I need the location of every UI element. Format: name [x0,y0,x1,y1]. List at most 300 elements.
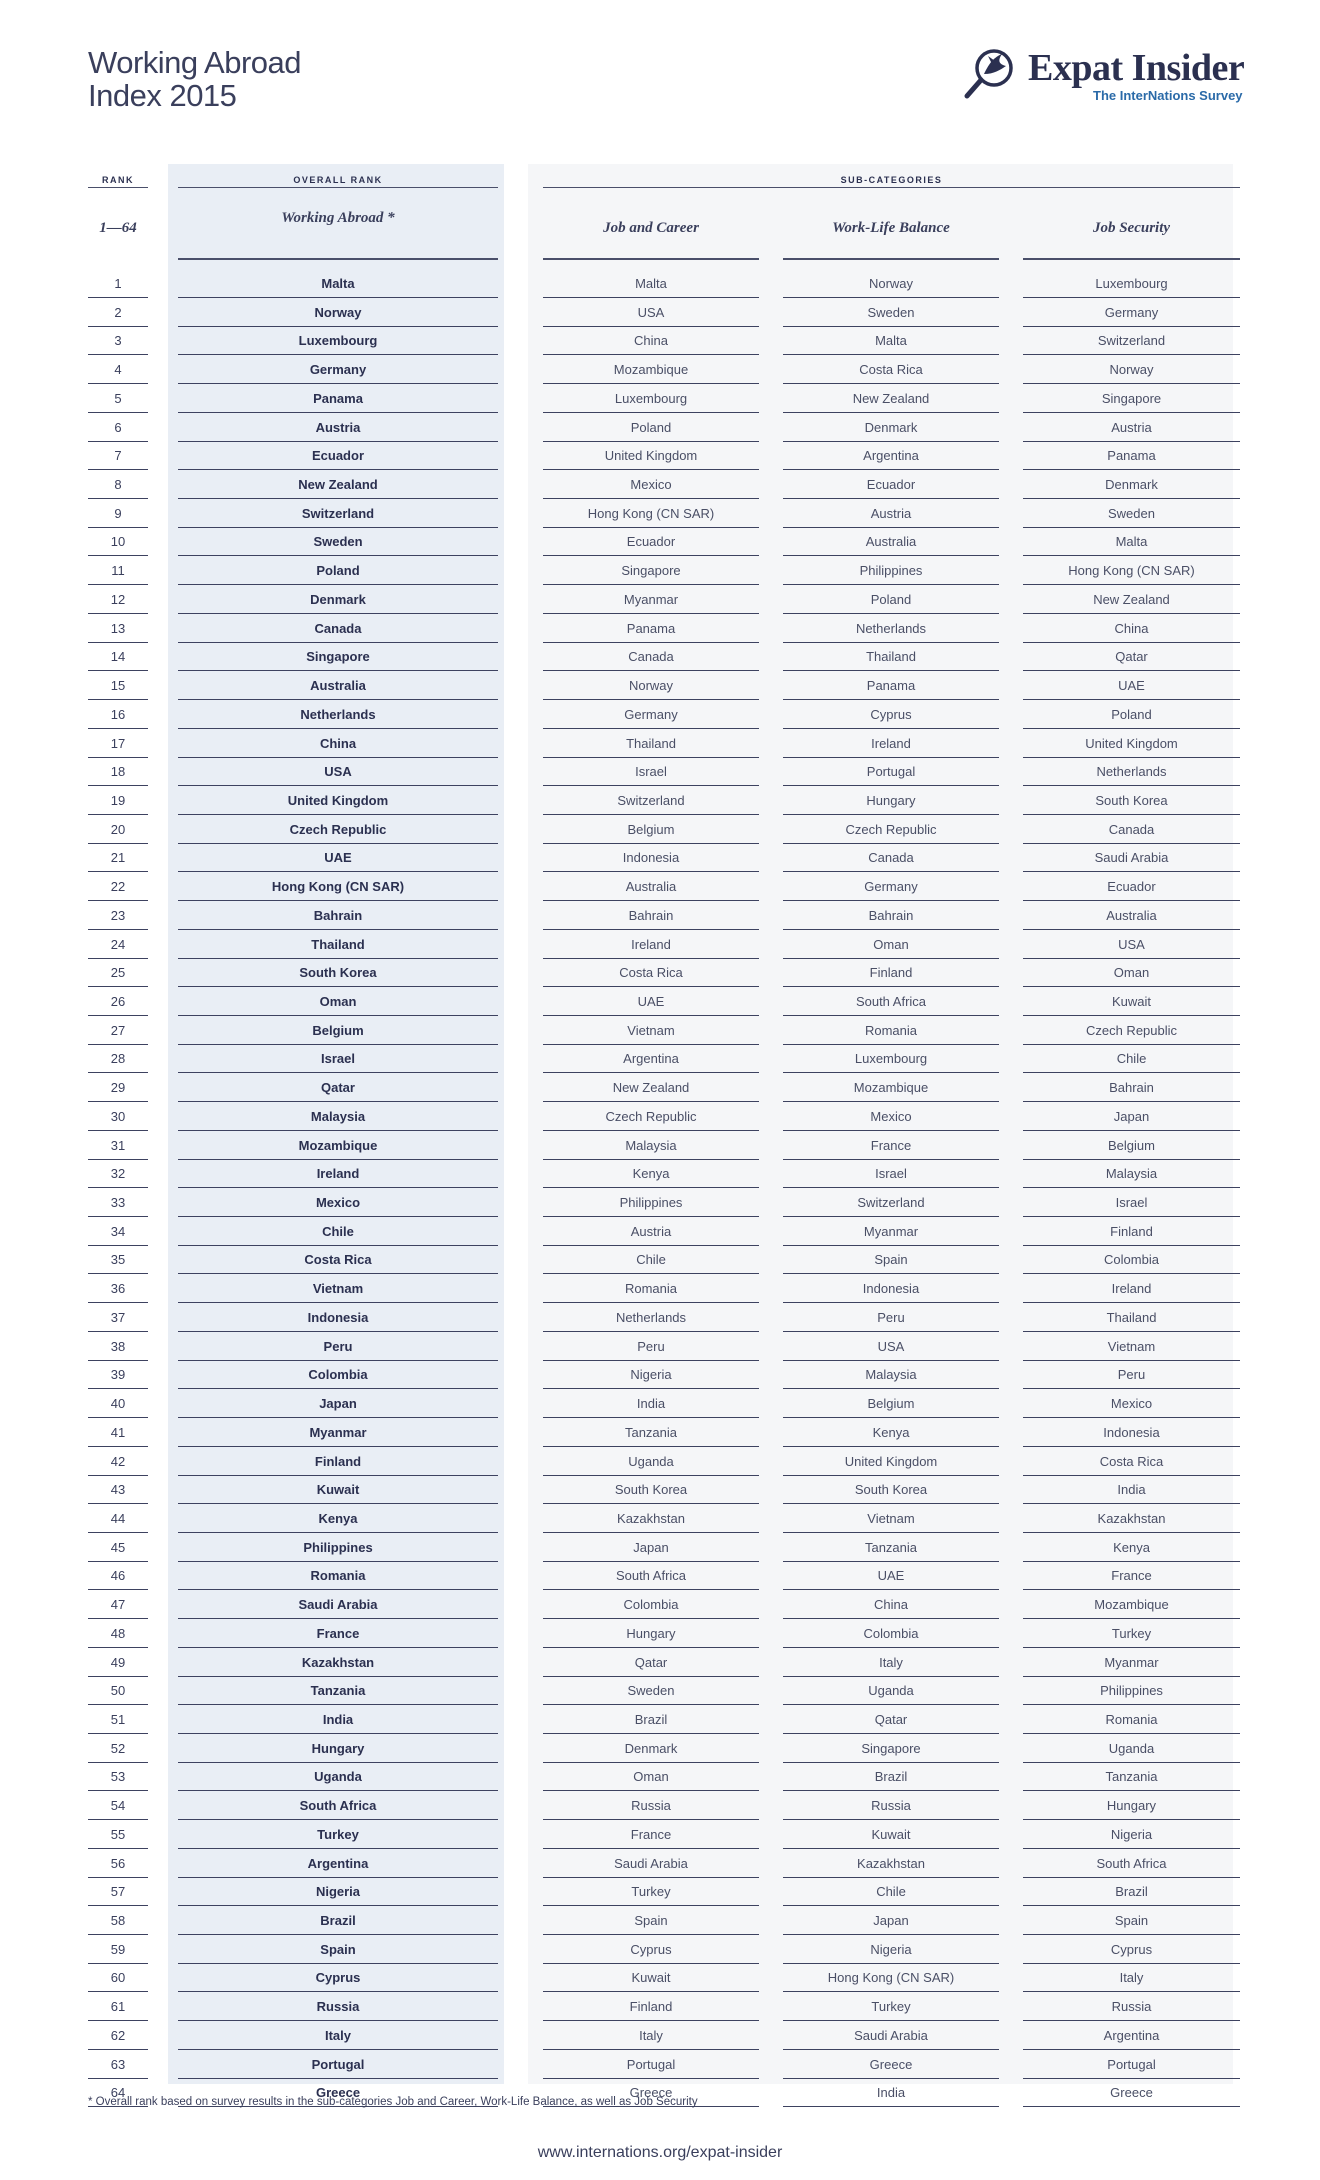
job-security-cell: Singapore [1101,390,1162,406]
job-security-cell: Poland [1111,706,1152,722]
job-security-cell: Oman [1113,965,1150,981]
job-security-cell: Malta [1115,534,1148,550]
row-divider [1023,2078,1240,2079]
job-career-cell: Australia [625,879,677,895]
row-divider [783,1790,999,1791]
row-divider [783,785,999,786]
overall-cell: Peru [323,1338,353,1354]
row-divider [543,1762,759,1763]
row-divider [1023,785,1240,786]
overall-cell: New Zealand [298,477,378,493]
row-divider [1023,1963,1240,1964]
work-life-cell: Cyprus [870,706,912,722]
row-divider [1023,1101,1240,1102]
work-life-cell: Malta [875,333,907,349]
title-line-1: Working Abroad [88,45,301,80]
work-life-cell: Kuwait [871,1826,911,1842]
row-divider [88,584,148,585]
job-career-cell: Saudi Arabia [614,1855,688,1871]
row-divider [88,2020,148,2021]
job-career-cell: Cyprus [630,1941,672,1957]
rank-cell: 22 [110,879,126,895]
row-divider [1023,441,1240,442]
row-divider [178,2049,498,2050]
job-security-cell: China [1114,620,1149,636]
rank-cell: 45 [110,1539,126,1555]
row-divider [1023,555,1240,556]
job-security-cell: Israel [1115,1195,1148,1211]
work-life-cell: Australia [865,534,917,550]
work-life-cell: Panama [866,678,916,694]
row-divider [1023,1905,1240,1906]
row-divider [88,1676,148,1677]
overall-cell: Austria [315,419,361,435]
overall-cell: Poland [316,563,360,579]
row-divider [1023,1331,1240,1332]
overall-cell: Uganda [314,1769,362,1785]
work-life-cell: Finland [869,965,913,981]
job-career-cell: Portugal [626,2056,676,2072]
row-divider [178,1159,498,1160]
row-divider [543,929,759,930]
row-divider [1023,412,1240,413]
row-divider [783,1187,999,1188]
row-divider [543,699,759,700]
row-divider [543,900,759,901]
work-life-cell: Norway [868,276,914,291]
rank-cell: 53 [110,1769,126,1785]
row-divider [178,785,498,786]
job-security-cell: Greece [1110,2085,1153,2101]
row-divider [178,555,498,556]
row-divider [1023,1216,1240,1217]
row-divider [178,1044,498,1045]
job-career-cell: Ecuador [626,534,676,550]
row-divider [1023,1647,1240,1648]
job-career-cell: Kenya [632,1166,670,1182]
footer-url[interactable]: www.internations.org/expat-insider [537,2144,783,2161]
row-divider [88,613,148,614]
work-life-cell: Vietnam [867,1510,915,1526]
row-divider [88,1072,148,1073]
job-career-cell: Denmark [624,1740,678,1756]
row-divider [178,728,498,729]
job-security-cell: Germany [1104,304,1159,320]
overall-cell: Brazil [320,1913,356,1929]
rank-cell: 10 [110,534,126,550]
job-career-cell: New Zealand [612,1080,690,1096]
row-divider [178,1963,498,1964]
overall-cell: Belgium [312,1022,364,1038]
row-divider [783,1762,999,1763]
row-divider [1023,1848,1240,1849]
job-career-cell: Mexico [630,477,672,493]
rank-cell: 63 [110,2056,126,2072]
row-divider [88,1187,148,1188]
row-divider [783,1561,999,1562]
row-divider [783,1963,999,1964]
row-divider [543,1187,759,1188]
row-divider [88,900,148,901]
row-divider [88,1245,148,1246]
work-life-cell: Spain [874,1252,908,1268]
job-security-cell: Romania [1105,1712,1158,1727]
row-divider [543,1216,759,1217]
row-divider [1023,871,1240,872]
row-divider [543,1417,759,1418]
job-security-column-title: Job Security [1092,220,1171,236]
job-career-cell: South Korea [614,1482,688,1498]
work-life-cell: Kenya [872,1424,910,1440]
work-life-cell: Poland [870,591,912,607]
rank-cell: 12 [110,591,126,607]
row-divider [783,469,999,470]
row-divider [1023,1446,1240,1447]
overall-cell: Norway [314,304,362,320]
work-life-cell: Mexico [870,1108,912,1124]
row-divider [783,1101,999,1102]
row-divider [543,1101,759,1102]
job-security-cell: Kenya [1113,1539,1150,1555]
row-divider [88,1044,148,1045]
row-divider [543,1446,759,1447]
overall-cell: Cyprus [315,1970,361,1986]
overall-cell: Tanzania [310,1683,366,1699]
job-security-cell: Nigeria [1110,1826,1153,1842]
rank-cell: 16 [110,706,126,722]
row-divider [1023,1991,1240,1992]
job-security-cell: Sweden [1108,505,1155,521]
row-divider [88,1273,148,1274]
row-divider [88,297,148,298]
job-security-cell: Peru [1117,1367,1146,1383]
overall-cell: Russia [316,1999,360,2015]
job-security-cell: Kazakhstan [1097,1510,1166,1526]
job-career-cell: Costa Rica [619,965,683,981]
rank-cell: 32 [110,1166,126,1182]
row-divider [178,929,498,930]
work-life-cell: Hungary [866,792,916,808]
work-life-cell: Denmark [864,419,918,435]
overall-cell: South Korea [299,965,377,981]
row-divider [783,527,999,528]
job-career-cell: Bahrain [628,907,674,923]
row-divider [178,1561,498,1562]
row-divider [543,670,759,671]
row-divider [88,412,148,413]
overall-cell: France [316,1625,360,1641]
job-career-cell: China [634,333,668,349]
row-divider [1023,1159,1240,1160]
row-divider [1023,1790,1240,1791]
work-life-cell: USA [877,1338,905,1354]
row-divider [88,1159,148,1160]
work-life-cell: Belgium [867,1396,915,1412]
row-divider [1023,1934,1240,1935]
row-divider [178,1475,498,1476]
row-divider [783,1819,999,1820]
overall-cell: Hungary [311,1740,365,1756]
job-career-title-line [543,258,759,260]
job-career-cell: Italy [639,2027,663,2043]
row-divider [543,1934,759,1935]
job-career-cell: Vietnam [627,1022,675,1038]
sub-categories-header: SUB-CATEGORIES [840,175,943,185]
job-security-cell: India [1117,1482,1146,1498]
row-divider [178,1647,498,1648]
row-divider [88,1446,148,1447]
row-divider [88,1331,148,1332]
work-life-cell: Chile [876,1884,906,1900]
row-divider [178,1015,498,1016]
row-divider [88,2078,148,2079]
overall-cell: Japan [319,1396,357,1412]
job-security-cell: Mozambique [1094,1597,1169,1613]
overall-cell: Costa Rica [304,1252,372,1268]
rank-cell: 41 [110,1424,126,1440]
job-security-cell: Czech Republic [1085,1022,1178,1038]
work-life-cell: Costa Rica [859,362,923,378]
row-divider [88,1963,148,1964]
job-career-cell: UAE [637,994,665,1009]
row-divider [543,2020,759,2021]
row-divider [178,613,498,614]
work-life-cell: Greece [869,2056,913,2072]
job-career-cell: Thailand [626,735,676,751]
job-security-cell: Netherlands [1096,764,1167,780]
row-divider [543,1704,759,1705]
overall-cell: Philippines [303,1539,373,1555]
row-divider [783,613,999,614]
row-divider [1023,297,1240,298]
job-career-cell: Russia [631,1798,671,1814]
row-divider [1023,1561,1240,1562]
overall-cell: Indonesia [307,1309,369,1325]
work-life-cell: UAE [877,1568,905,1584]
rank-cell: 39 [110,1367,126,1383]
row-divider [88,1532,148,1533]
row-divider [543,297,759,298]
row-divider [783,1647,999,1648]
row-divider [88,785,148,786]
overall-cell: Greece [315,2085,361,2101]
rank-cell: 52 [110,1740,126,1756]
row-divider [543,441,759,442]
row-divider [178,1101,498,1102]
row-divider [88,527,148,528]
row-divider [178,1072,498,1073]
row-divider [88,757,148,758]
row-divider [783,412,999,413]
overall-cell: Bahrain [313,907,363,923]
row-divider [1023,642,1240,643]
overall-cell: Myanmar [309,1424,367,1440]
row-divider [88,1561,148,1562]
job-career-cell: Germany [624,706,678,722]
work-life-cell: Philippines [859,563,923,579]
row-divider [1023,1187,1240,1188]
job-career-cell: Mozambique [613,362,689,378]
rank-cell: 31 [110,1137,126,1153]
row-divider [88,1503,148,1504]
work-life-cell: Germany [864,879,918,895]
job-career-cell: South Africa [615,1568,687,1584]
row-divider [178,584,498,585]
work-life-cell: Myanmar [863,1223,919,1239]
job-security-cell: USA [1118,936,1145,952]
row-divider [1023,814,1240,815]
row-divider [783,584,999,585]
work-life-cell: Peru [877,1309,905,1325]
rank-cell: 26 [110,994,126,1009]
overall-rank-header: OVERALL RANK [293,175,383,185]
job-security-cell: Bahrain [1109,1080,1154,1096]
job-security-cell: Indonesia [1103,1424,1160,1440]
rank-cell: 20 [110,821,126,837]
row-divider [178,297,498,298]
row-divider [543,527,759,528]
job-security-cell: Russia [1111,1999,1152,2015]
work-life-cell: Canada [868,850,914,866]
rank-header-line [88,187,148,188]
overall-cell: Hong Kong (CN SAR) [271,879,405,895]
row-divider [88,728,148,729]
job-career-cell: Netherlands [615,1309,687,1325]
row-divider [783,1848,999,1849]
overall-cell: Kuwait [316,1482,360,1498]
row-divider [1023,469,1240,470]
job-security-cell: Spain [1114,1913,1149,1929]
row-divider [88,699,148,700]
row-divider [1023,498,1240,499]
row-divider [88,1905,148,1906]
job-security-cell: Luxembourg [1095,276,1168,291]
row-divider [88,469,148,470]
row-divider [783,1044,999,1045]
work-life-cell: Austria [870,505,912,521]
row-divider [783,555,999,556]
magnifier-bird-icon [962,44,1022,104]
overall-cell: South Africa [299,1798,377,1814]
row-divider [88,1589,148,1590]
row-divider [783,1704,999,1705]
rank-cell: 13 [110,620,126,636]
row-divider [1023,354,1240,355]
overall-cell: Vietnam [312,1281,364,1297]
row-divider [178,1762,498,1763]
row-divider [88,2049,148,2050]
row-divider [88,986,148,987]
work-life-cell: Malaysia [865,1367,917,1383]
job-security-cell: New Zealand [1093,591,1170,607]
row-divider [543,498,759,499]
row-divider [88,555,148,556]
work-life-cell: Hong Kong (CN SAR) [827,1970,955,1986]
rank-cell: 17 [110,735,126,751]
work-life-cell: Italy [879,1654,903,1670]
job-career-cell: Turkey [631,1884,671,1900]
row-divider [88,814,148,815]
job-security-cell: Portugal [1107,2056,1156,2072]
row-divider [1023,958,1240,959]
rank-cell: 34 [110,1223,126,1239]
footnote: * Overall rank based on survey results in the sub-categories Job and Career, Work-Life Balance, as well as Job Security [88,2096,698,2108]
job-career-cell: Finland [629,1999,673,2015]
row-divider [543,1475,759,1476]
rank-cell: 28 [110,1051,126,1067]
row-divider [783,1532,999,1533]
row-divider [1023,699,1240,700]
row-divider [178,1302,498,1303]
job-career-cell: Canada [628,649,674,665]
row-divider [178,1388,498,1389]
work-life-cell: Switzerland [857,1195,925,1211]
job-career-cell: Argentina [623,1051,679,1067]
job-security-cell: France [1111,1568,1152,1584]
job-career-cell: India [636,1396,666,1412]
row-divider [543,613,759,614]
rank-cell: 58 [110,1913,126,1929]
work-life-cell: Thailand [866,649,916,665]
row-divider [543,1273,759,1274]
row-divider [88,1991,148,1992]
overall-cell: Denmark [310,591,366,607]
job-security-cell: Colombia [1104,1252,1159,1268]
row-divider [1023,1475,1240,1476]
row-divider [543,1877,759,1878]
row-divider [1023,1676,1240,1677]
job-career-cell: Uganda [628,1453,674,1469]
row-divider [783,354,999,355]
overall-header-line [178,187,498,188]
overall-cell: Colombia [308,1367,368,1383]
job-security-cell: Australia [1106,907,1157,923]
row-divider [543,1503,759,1504]
job-security-cell: Italy [1119,1970,1144,1986]
job-security-cell: Finland [1110,1223,1153,1239]
job-career-cell: Malta [635,276,667,291]
rank-cell: 23 [110,907,126,923]
job-career-cell: Kazakhstan [617,1510,685,1526]
row-divider [88,1647,148,1648]
rank-cell: 57 [110,1884,126,1900]
row-divider [178,699,498,700]
row-divider [543,1618,759,1619]
job-security-cell: Argentina [1103,2027,1160,2043]
overall-column-title: Working Abroad * [281,210,395,226]
row-divider [88,1618,148,1619]
job-career-cell: Ireland [631,936,671,952]
row-divider [178,670,498,671]
rank-cell: 55 [110,1826,126,1842]
work-life-cell: Ecuador [866,477,916,493]
overall-cell: China [319,735,357,751]
row-divider [88,1475,148,1476]
expat-insider-logo[interactable] [962,40,1245,104]
overall-cell: Oman [319,994,357,1009]
row-divider [1023,843,1240,844]
overall-cell: Singapore [306,649,370,665]
work-life-cell: South Korea [854,1482,928,1498]
job-career-cell: Israel [635,764,667,780]
job-career-cell: Luxembourg [614,390,688,406]
overall-cell: Qatar [321,1080,355,1096]
job-career-cell: Chile [636,1252,666,1268]
row-divider [783,1015,999,1016]
row-divider [178,1187,498,1188]
row-divider [543,1360,759,1361]
row-divider [178,1991,498,1992]
